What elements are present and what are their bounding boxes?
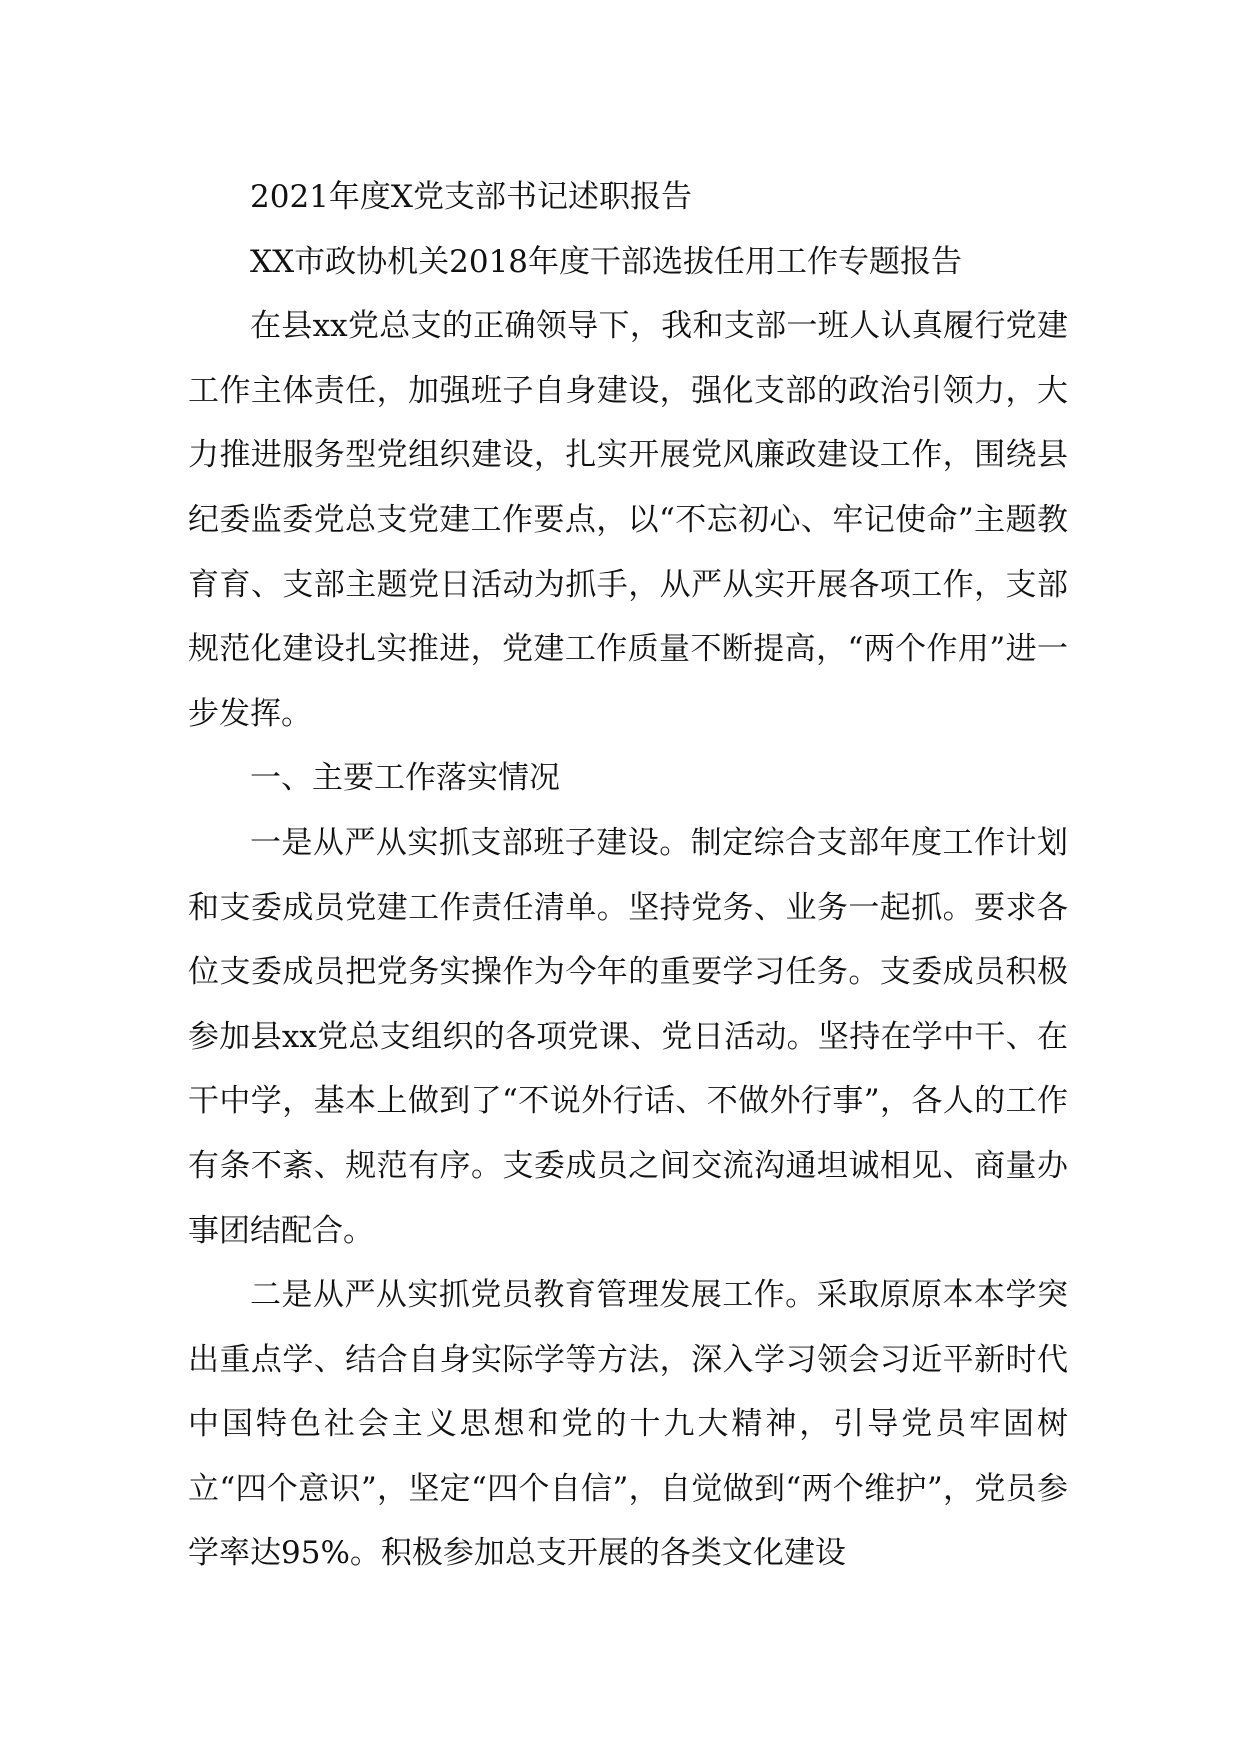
paragraph-branch-team-building: 一是从严从实抓支部班子建设。制定综合支部年度工作计划和支委成员党建工作责任清单。坚持党务、业务一起抓。要求各位支委成员把党务实操作为今年的重要学习任务。支委成员积极参加县xx党总支组织的各项党课、党日活动。坚持在学中干、在干中学，基本上做到了“不说外行话、不做外行事”，各人的工作有条不紊、规范有序。支委成员之间交流沟通坦诚相见、商量办事团结配合。 xyxy=(188,824,1068,1249)
paragraph-intro: 在县xx党总支的正确领导下，我和支部一班人认真履行党建工作主体责任，加强班子自身建设，强化支部的政治引领力，大力推进服务型党组织建设，扎实开展党风廉政建设工作，围绕县纪委监委党总支党建工作要点，以“不忘初心、牢记使命”主题教育育、支部主题党日活动为抓手，从严从实开展各项工作，支部规范化建设扎实推进，党建工作质量不断提高，“两个作用”进一步发挥。 xyxy=(188,308,1068,732)
section-heading-main-work: 一、主要工作落实情况 xyxy=(250,760,560,797)
document-subtitle: XX市政协机关2018年度干部选拔任用工作专题报告 xyxy=(250,243,963,280)
paragraph-member-education: 二是从严从实抓党员教育管理发展工作。采取原原本本学突出重点学、结合自身实际学等方法，深入学习领会习近平新时代中国特色社会主义思想和党的十九大精神，引导党员牢固树立“四个意识”，坚定“四个自信”，自觉做到“两个维护”，党员参学率达95%。积极参加总支开展的各类文化建设 xyxy=(188,1277,1068,1572)
document-title: 2021年度X党支部书记述职报告 xyxy=(250,179,692,215)
document-body xyxy=(188,165,1068,1586)
